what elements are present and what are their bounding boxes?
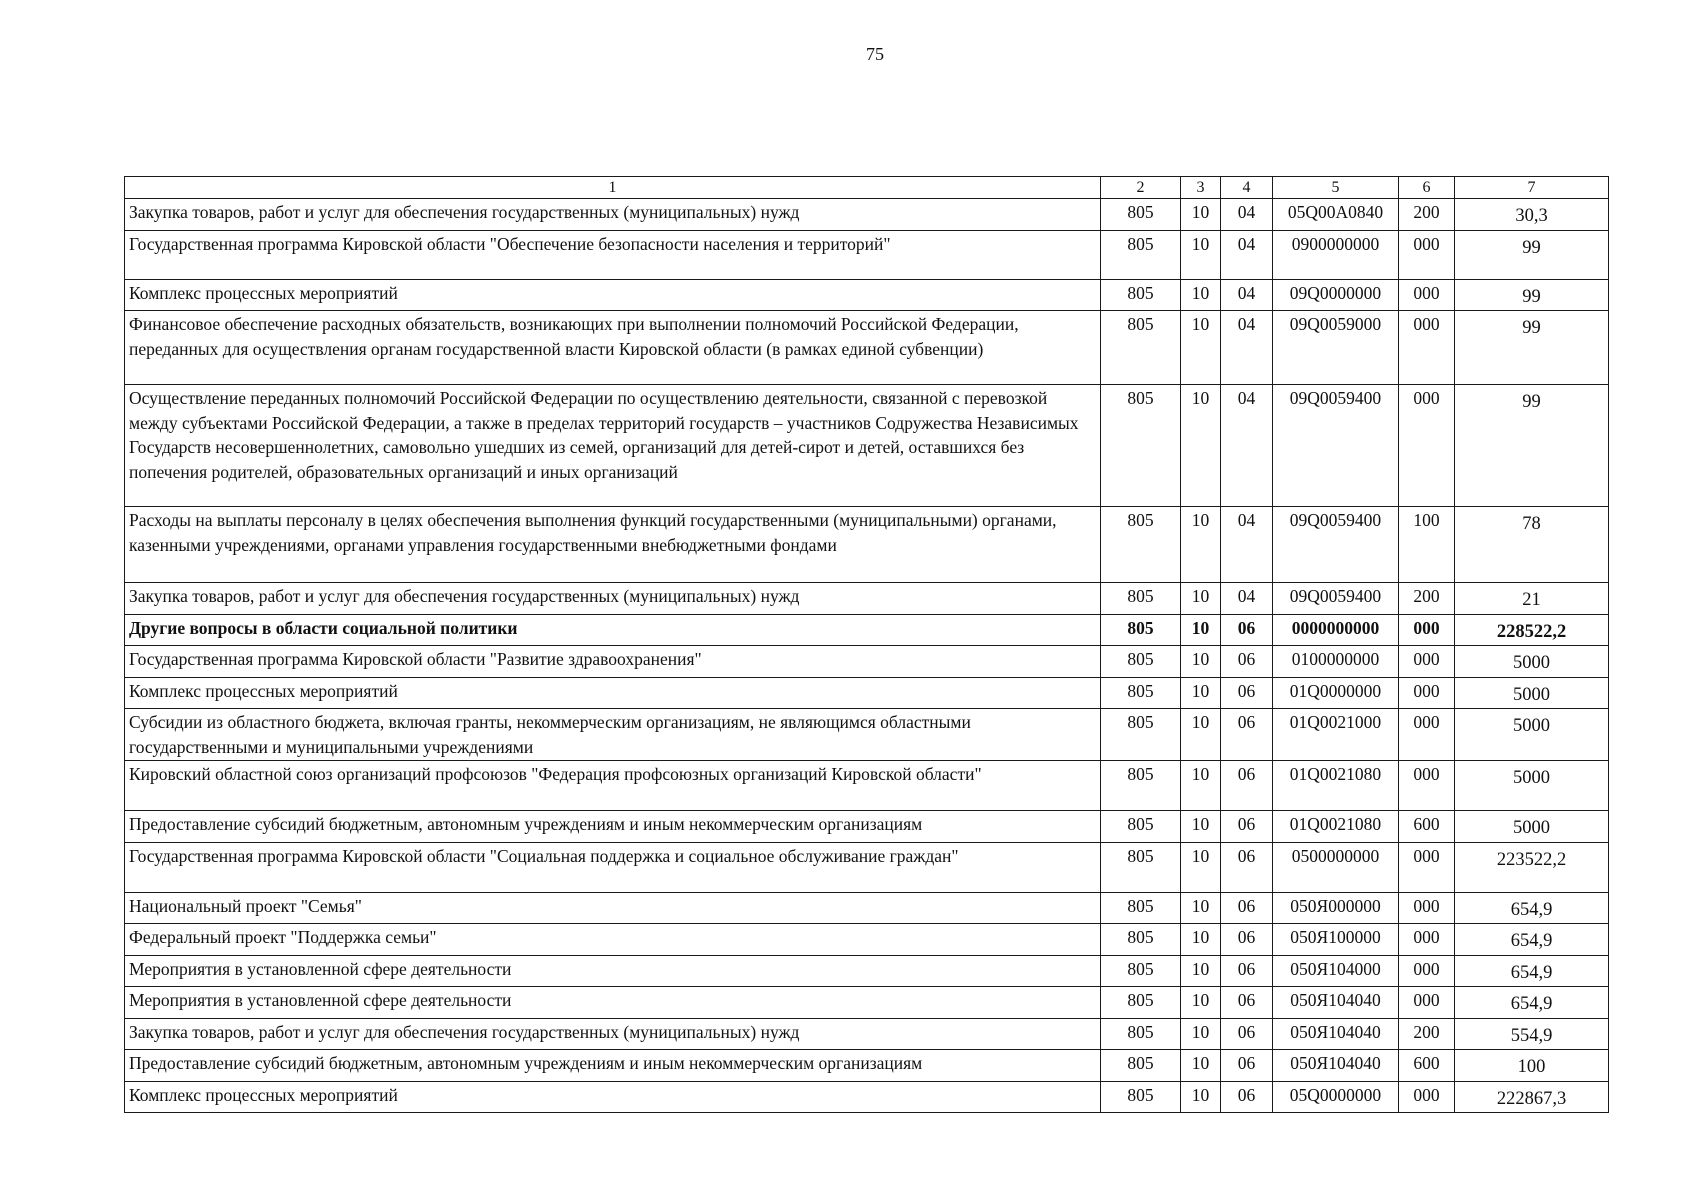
row-amount-cell: 228522,2 [1455,614,1609,646]
row-subsection-cell: 04 [1221,583,1273,615]
row-expense-type-cell: 600 [1399,811,1455,843]
row-amount-cell: 5000 [1455,646,1609,678]
table-row [125,811,1609,843]
row-name-cell: Комплекс процессных мероприятий [125,677,1101,709]
row-section-cell: 10 [1181,230,1221,279]
row-subsection-cell: 06 [1221,955,1273,987]
row-expense-type-cell: 600 [1399,1050,1455,1082]
table-body [125,199,1609,1113]
row-subsection-cell: 06 [1221,677,1273,709]
table-row [125,709,1609,761]
row-ved-cell: 805 [1101,614,1181,646]
row-subsection-cell: 06 [1221,1081,1273,1113]
row-subsection-cell: 06 [1221,1018,1273,1050]
header-col-1: 1 [125,177,1101,199]
row-name-cell: Осуществление переданных полномочий Российской Федерации по осуществлению деятельности, связанной с перевозкой между субъектами Российской Федерации, а также в пределах территорий государств – участников Содружества Независимых Государств несовершеннолетних, самовольно ушедших из семей, организаций для детей-сирот и детей, оставшихся без попечения родителей, образовательных организаций и иных организаций [125,385,1101,507]
row-amount-cell: 5000 [1455,709,1609,761]
row-amount-cell: 99 [1455,311,1609,385]
row-amount-cell: 654,9 [1455,892,1609,924]
row-expense-type-cell: 100 [1399,507,1455,583]
row-section-cell: 10 [1181,677,1221,709]
row-amount-cell: 223522,2 [1455,842,1609,892]
row-ved-cell: 805 [1101,709,1181,761]
row-target-code-cell: 050Я100000 [1273,924,1399,956]
row-name-cell: Другие вопросы в области социальной политики [125,614,1101,646]
row-expense-type-cell: 000 [1399,892,1455,924]
row-name-cell: Закупка товаров, работ и услуг для обеспечения государственных (муниципальных) нужд [125,199,1101,231]
header-col-5: 5 [1273,177,1399,199]
row-amount-cell: 222867,3 [1455,1081,1609,1113]
row-ved-cell: 805 [1101,924,1181,956]
row-name-cell: Комплекс процессных мероприятий [125,1081,1101,1113]
row-section-cell: 10 [1181,507,1221,583]
row-expense-type-cell: 000 [1399,614,1455,646]
row-amount-cell: 99 [1455,279,1609,311]
row-name-cell: Закупка товаров, работ и услуг для обеспечения государственных (муниципальных) нужд [125,1018,1101,1050]
row-name-cell: Федеральный проект "Поддержка семьи" [125,924,1101,956]
row-name-cell: Государственная программа Кировской области "Развитие здравоохранения" [125,646,1101,678]
page-number: 75 [866,44,884,64]
row-expense-type-cell: 000 [1399,677,1455,709]
row-target-code-cell: 01Q0021080 [1273,761,1399,811]
row-section-cell: 10 [1181,987,1221,1019]
row-subsection-cell: 04 [1221,385,1273,507]
row-target-code-cell: 05Q00A0840 [1273,199,1399,231]
row-target-code-cell: 0100000000 [1273,646,1399,678]
row-name-cell: Кировский областной союз организаций профсоюзов "Федерация профсоюзных организаций Кировской области" [125,761,1101,811]
table-row [125,892,1609,924]
row-target-code-cell: 050Я000000 [1273,892,1399,924]
row-expense-type-cell: 000 [1399,955,1455,987]
row-target-code-cell: 0900000000 [1273,230,1399,279]
row-expense-type-cell: 000 [1399,761,1455,811]
row-section-cell: 10 [1181,646,1221,678]
row-expense-type-cell: 200 [1399,1018,1455,1050]
row-ved-cell: 805 [1101,811,1181,843]
row-section-cell: 10 [1181,1018,1221,1050]
row-name-cell: Национальный проект "Семья" [125,892,1101,924]
row-section-cell: 10 [1181,311,1221,385]
table-row [125,230,1609,279]
row-section-cell: 10 [1181,842,1221,892]
row-subsection-cell: 04 [1221,507,1273,583]
row-expense-type-cell: 000 [1399,311,1455,385]
row-amount-cell: 99 [1455,230,1609,279]
table-row [125,199,1609,231]
table-row [125,279,1609,311]
row-name-cell: Субсидии из областного бюджета, включая гранты, некоммерческим организациям, не являющимся областными государственными и муниципальными учреждениями [125,709,1101,761]
row-section-cell: 10 [1181,199,1221,231]
row-expense-type-cell: 000 [1399,842,1455,892]
table-row [125,677,1609,709]
row-ved-cell: 805 [1101,385,1181,507]
row-expense-type-cell: 000 [1399,385,1455,507]
row-section-cell: 10 [1181,761,1221,811]
row-ved-cell: 805 [1101,507,1181,583]
row-subsection-cell: 06 [1221,646,1273,678]
row-section-cell: 10 [1181,1050,1221,1082]
row-section-cell: 10 [1181,924,1221,956]
row-amount-cell: 554,9 [1455,1018,1609,1050]
row-expense-type-cell: 000 [1399,279,1455,311]
table-row [125,987,1609,1019]
header-col-3: 3 [1181,177,1221,199]
row-section-cell: 10 [1181,811,1221,843]
row-amount-cell: 654,9 [1455,987,1609,1019]
table-row [125,1018,1609,1050]
row-ved-cell: 805 [1101,1081,1181,1113]
row-subsection-cell: 06 [1221,811,1273,843]
row-amount-cell: 30,3 [1455,199,1609,231]
row-subsection-cell: 04 [1221,230,1273,279]
row-target-code-cell: 09Q0059400 [1273,385,1399,507]
row-subsection-cell: 04 [1221,311,1273,385]
row-amount-cell: 654,9 [1455,924,1609,956]
row-subsection-cell: 06 [1221,924,1273,956]
row-ved-cell: 805 [1101,583,1181,615]
row-subsection-cell: 06 [1221,709,1273,761]
row-name-cell: Предоставление субсидий бюджетным, автономным учреждениям и иным некоммерческим организациям [125,811,1101,843]
row-amount-cell: 654,9 [1455,955,1609,987]
row-expense-type-cell: 000 [1399,230,1455,279]
row-amount-cell: 78 [1455,507,1609,583]
budget-table [124,176,1609,1113]
row-name-cell: Мероприятия в установленной сфере деятельности [125,987,1101,1019]
row-target-code-cell: 05Q0000000 [1273,1081,1399,1113]
row-subsection-cell: 06 [1221,761,1273,811]
row-target-code-cell: 050Я104040 [1273,1018,1399,1050]
row-ved-cell: 805 [1101,987,1181,1019]
row-name-cell: Государственная программа Кировской области "Обеспечение безопасности населения и территорий" [125,230,1101,279]
row-target-code-cell: 0500000000 [1273,842,1399,892]
row-ved-cell: 805 [1101,199,1181,231]
table-row [125,761,1609,811]
table-row [125,955,1609,987]
row-expense-type-cell: 200 [1399,199,1455,231]
row-expense-type-cell: 000 [1399,1081,1455,1113]
row-subsection-cell: 06 [1221,1050,1273,1082]
row-subsection-cell: 06 [1221,614,1273,646]
row-expense-type-cell: 200 [1399,583,1455,615]
row-name-cell: Закупка товаров, работ и услуг для обеспечения государственных (муниципальных) нужд [125,583,1101,615]
row-subsection-cell: 06 [1221,892,1273,924]
table-row [125,311,1609,385]
row-section-cell: 10 [1181,892,1221,924]
header-col-4: 4 [1221,177,1273,199]
row-expense-type-cell: 000 [1399,987,1455,1019]
row-ved-cell: 805 [1101,311,1181,385]
row-target-code-cell: 050Я104040 [1273,1050,1399,1082]
row-target-code-cell: 0000000000 [1273,614,1399,646]
row-section-cell: 10 [1181,385,1221,507]
row-ved-cell: 805 [1101,230,1181,279]
row-target-code-cell: 050Я104000 [1273,955,1399,987]
row-target-code-cell: 09Q0000000 [1273,279,1399,311]
row-expense-type-cell: 000 [1399,924,1455,956]
row-amount-cell: 100 [1455,1050,1609,1082]
header-col-2: 2 [1101,177,1181,199]
row-amount-cell: 5000 [1455,761,1609,811]
row-subsection-cell: 04 [1221,279,1273,311]
table-row [125,507,1609,583]
row-amount-cell: 5000 [1455,677,1609,709]
table-row [125,583,1609,615]
row-ved-cell: 805 [1101,1018,1181,1050]
row-name-cell: Комплекс процессных мероприятий [125,279,1101,311]
table-row [125,385,1609,507]
row-expense-type-cell: 000 [1399,646,1455,678]
row-target-code-cell: 050Я104040 [1273,987,1399,1019]
row-ved-cell: 805 [1101,677,1181,709]
row-name-cell: Расходы на выплаты персоналу в целях обеспечения выполнения функций государственными (муниципальными) органами, казенными учреждениями, органами управления государственными внебюджетными фондами [125,507,1101,583]
row-amount-cell: 99 [1455,385,1609,507]
row-name-cell: Финансовое обеспечение расходных обязательств, возникающих при выполнении полномочий Российской Федерации, переданных для осуществления органам государственной власти Кировской области (в рамках единой субвенции) [125,311,1101,385]
table-row [125,842,1609,892]
row-target-code-cell: 01Q0021000 [1273,709,1399,761]
row-section-cell: 10 [1181,614,1221,646]
table-row [125,1050,1609,1082]
row-target-code-cell: 01Q0000000 [1273,677,1399,709]
row-name-cell: Мероприятия в установленной сфере деятельности [125,955,1101,987]
row-expense-type-cell: 000 [1399,709,1455,761]
table-row [125,924,1609,956]
row-target-code-cell: 09Q0059400 [1273,583,1399,615]
row-section-cell: 10 [1181,955,1221,987]
row-ved-cell: 805 [1101,892,1181,924]
row-section-cell: 10 [1181,709,1221,761]
header-row [125,177,1609,199]
row-ved-cell: 805 [1101,1050,1181,1082]
row-subsection-cell: 06 [1221,987,1273,1019]
row-section-cell: 10 [1181,1081,1221,1113]
row-section-cell: 10 [1181,583,1221,615]
header-col-6: 6 [1399,177,1455,199]
row-amount-cell: 5000 [1455,811,1609,843]
row-amount-cell: 21 [1455,583,1609,615]
table-row [125,614,1609,646]
row-subsection-cell: 06 [1221,842,1273,892]
table-row [125,646,1609,678]
row-ved-cell: 805 [1101,646,1181,678]
row-target-code-cell: 09Q0059000 [1273,311,1399,385]
row-name-cell: Государственная программа Кировской области "Социальная поддержка и социальное обслуживание граждан" [125,842,1101,892]
row-section-cell: 10 [1181,279,1221,311]
row-name-cell: Предоставление субсидий бюджетным, автономным учреждениям и иным некоммерческим организациям [125,1050,1101,1082]
header-col-7: 7 [1455,177,1609,199]
row-target-code-cell: 09Q0059400 [1273,507,1399,583]
row-ved-cell: 805 [1101,279,1181,311]
row-ved-cell: 805 [1101,955,1181,987]
row-subsection-cell: 04 [1221,199,1273,231]
row-ved-cell: 805 [1101,761,1181,811]
row-ved-cell: 805 [1101,842,1181,892]
row-target-code-cell: 01Q0021080 [1273,811,1399,843]
table-row [125,1081,1609,1113]
